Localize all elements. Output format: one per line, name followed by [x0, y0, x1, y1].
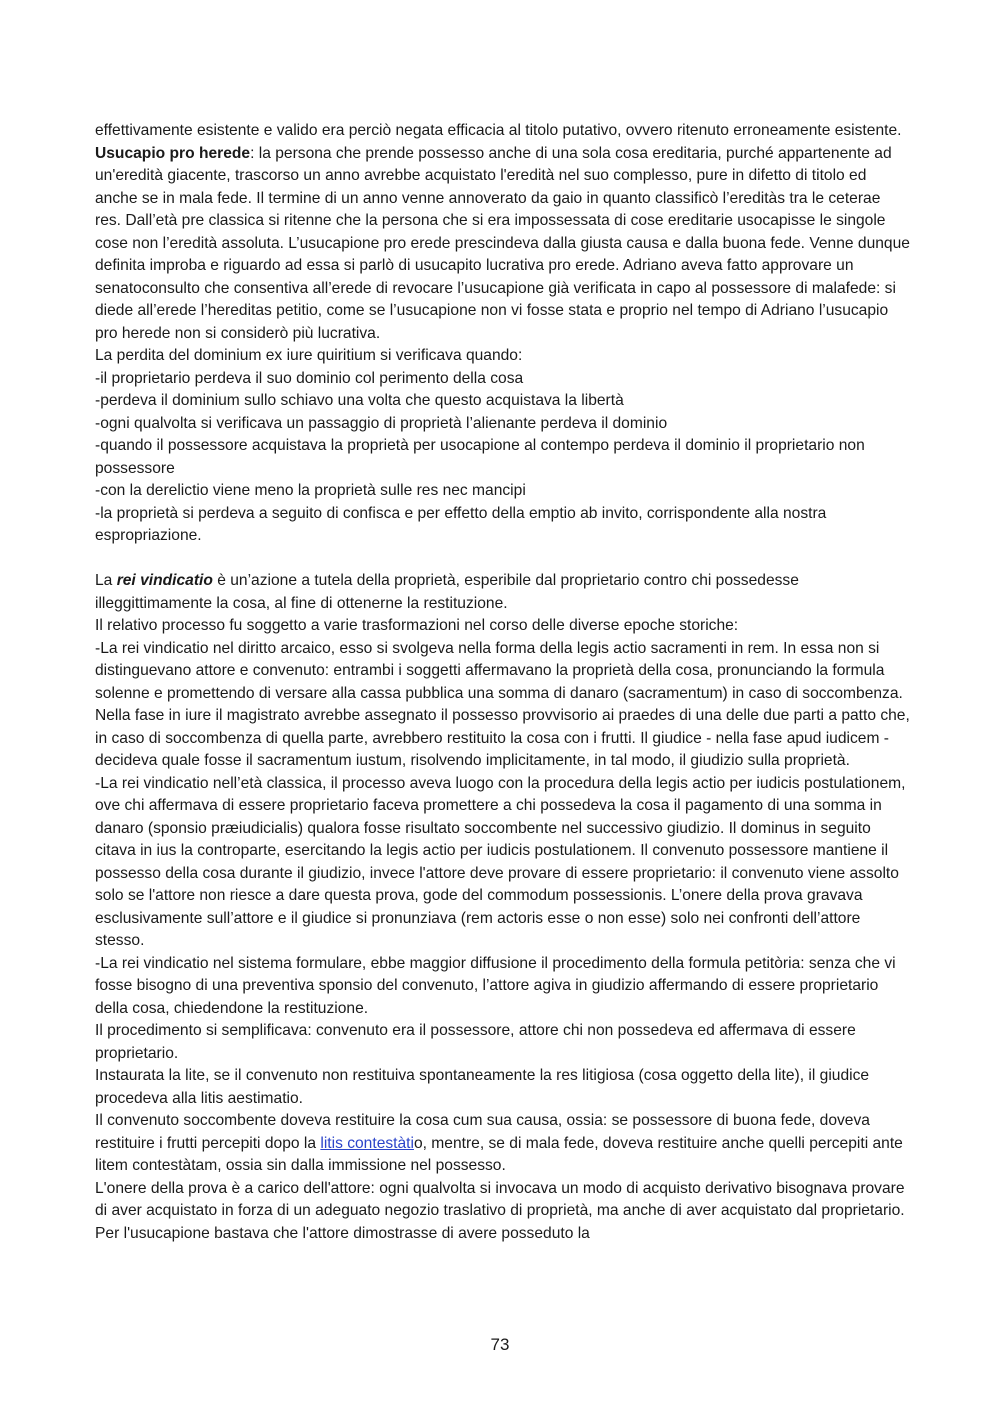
usucapio-pro-herede-text: : la persona che prende possesso anche di una sola cosa ereditaria, purché appartenente ad un'eredità giacente, trascorso un anno avrebbe acquistato l'eredità nel suo complesso, pure in difetto di titolo ed anche se in mala fede. Il termine di un anno venne annoverato da gaio in quanto classificò l’ereditàs tra le ceterae res. Dall’età pre classica si ritenne che la persona che si era impossessata di cose ereditarie usocapisse le singole cose non l’eredità assoluta. L’usucapione pro erede prescindeva dalla giusta causa e dalla buona fede. Venne dunque definita improba e riguardo ad essa si parlò di usucapito lucrativa pro erede. Adriano aveva fatto approvare un senatoconsulto che consentiva all’erede di revocare l’usucapione già verificata in capo al possessore di malafede: si diede all’erede l’hereditas petitio, come se l’usucapione non vi fosse stata e proprio nel tempo di Adriano l’usucapio pro herede non si considerò più lucrativa.	[95, 144, 910, 342]
convenuto-text-post: o, mentre, se di mala fede, doveva restituire anche quelli percepiti ante litem contestàtam, ossia sin dalla immissione nel possesso.	[95, 1134, 903, 1174]
list-item: -la proprietà si perdeva a seguito di confisca e per effetto della emptio ab invito, corrispondente alla nostra espropriazione.	[95, 504, 827, 544]
paragraph-usucapio-pro-herede	[95, 143, 910, 346]
litis-contestatio-link[interactable]: litis contestàti	[320, 1134, 414, 1152]
list-item: -il proprietario perdeva il suo dominio col perimento della cosa	[95, 369, 524, 387]
paragraph-litis-aestimatio: Instaurata la lite, se il convenuto non restituiva spontaneamente la res litigiosa (cosa oggetto della lite), il giudice procedeva alla litis aestimatio.	[95, 1067, 870, 1107]
paragraph-diritto-arcaico: -La rei vindicatio nel diritto arcaico, esso si svolgeva nella forma della legis actio sacramenti in rem. In essa non si distinguevano attore e convenuto: entrambi i soggetti affermavano la proprietà della cosa, pronunciando la formula solenne e promettendo di versare alla cassa pubblica una somma di danaro (sacramentum) in caso di soccombenza. Nella fase in iure il magistrato avrebbe assegnato il possesso provvisorio ai praedes di una delle due parti a patto che, in caso di soccombenza di quella parte, avrebbero restituito la cosa con i frutti. Il giudice - nella fase apud iudicem - decideva quale fosse il sacramentum iustum, risolvendo implicitamente, in tal modo, il giudizio sulla proprietà.	[95, 639, 910, 769]
list-item: -perdeva il dominium sullo schiavo una volta che questo acquistava la libertà	[95, 392, 624, 409]
rei-vindicatio-prefix: La	[95, 572, 117, 589]
paragraph-titolo-putativo: effettivamente esistente e valido era perciò negata efficacia al titolo putativo, ovvero ritenuto erroneamente esistente.	[95, 122, 902, 139]
convenuto-text-pre: Il convenuto soccombente doveva restituire la cosa cum sua causa, ossia: se possessore di buona fede, doveva restituire i frutti percepiti dopo la	[95, 1112, 870, 1152]
paragraph-perdita-dominium: La perdita del dominium ex iure quiritium si verificava quando:	[95, 347, 523, 364]
list-item: -ogni qualvolta si verificava un passaggio di proprietà l’alienante perdeva il dominio	[95, 414, 668, 432]
paragraph-procedimento: Il procedimento si semplificava: convenuto era il possessore, attore chi non possedeva ed affermava di essere proprietario.	[95, 1022, 856, 1062]
page-number: 73	[490, 1335, 510, 1354]
paragraph-rei-vindicatio	[95, 570, 910, 615]
list-item: -quando il possessore acquistava la proprietà per usocapione al contempo perdeva il dominio il proprietario non possessore	[95, 437, 865, 477]
term-usucapio-pro-herede: Usucapio pro herede	[95, 144, 251, 162]
paragraph-processo: Il relativo processo fu soggetto a varie trasformazioni nel corso delle diverse epoche storiche:	[95, 617, 739, 634]
term-rei-vindicatio: rei vindicatio	[116, 572, 213, 589]
list-item: -con la derelictio viene meno la proprietà sulle res nec mancipi	[95, 482, 526, 499]
rei-vindicatio-text: è un’azione a tutela della proprietà, esperibile dal proprietario contro chi possedesse illeggittimamente la cosa, al fine di ottenerne la restituzione.	[95, 572, 799, 612]
paragraph-spacer	[95, 548, 910, 571]
paragraph-onere-prova: L'onere della prova è a carico dell'attore: ogni qualvolta si invocava un modo di acquisto derivativo bisognava provare di aver acquistato in forza di un adeguato negozio traslativo di proprietà, ma anche di aver acquistato dal proprietario. Per l'usucapione bastava che l'attore dimostrasse di avere posseduto la	[95, 1179, 905, 1242]
document-body	[95, 120, 910, 1245]
paragraph-eta-classica: -La rei vindicatio nell’età classica, il processo aveva luogo con la procedura della legis actio per iudicis postulationem, ove chi affermava di essere proprietario faceva promettere a chi possedeva la cosa il pagamento di una somma in danaro (sponsio præiudicialis) qualora fosse risultato soccombente nel successivo giudizio. Il dominus in seguito citava in ius la controparte, esercitando la legis actio per iudicis postulationem. Il convenuto possessore mantiene il possesso della cosa durante il giudizio, invece l'attore deve provare di essere proprietario: il convenuto viene assolto solo se l'attore non riesce a dare questa prova, gode del commodum possessionis. L’onere della prova gravava esclusivamente sull’attore e il giudice si pronunziava (rem actoris esse o non esse) solo nei confronti dell’attore stesso.	[95, 774, 906, 949]
paragraph-convenuto-soccombente	[95, 1110, 910, 1178]
paragraph-sistema-formulare: -La rei vindicatio nel sistema formulare, ebbe maggior diffusione il procedimento della formula petitòria: senza che vi fosse bisogno di una preventiva sponsio del convenuto, l’attore agiva in giudizio affermando di essere proprietario della cosa, chiedendone la restituzione.	[95, 954, 896, 1017]
